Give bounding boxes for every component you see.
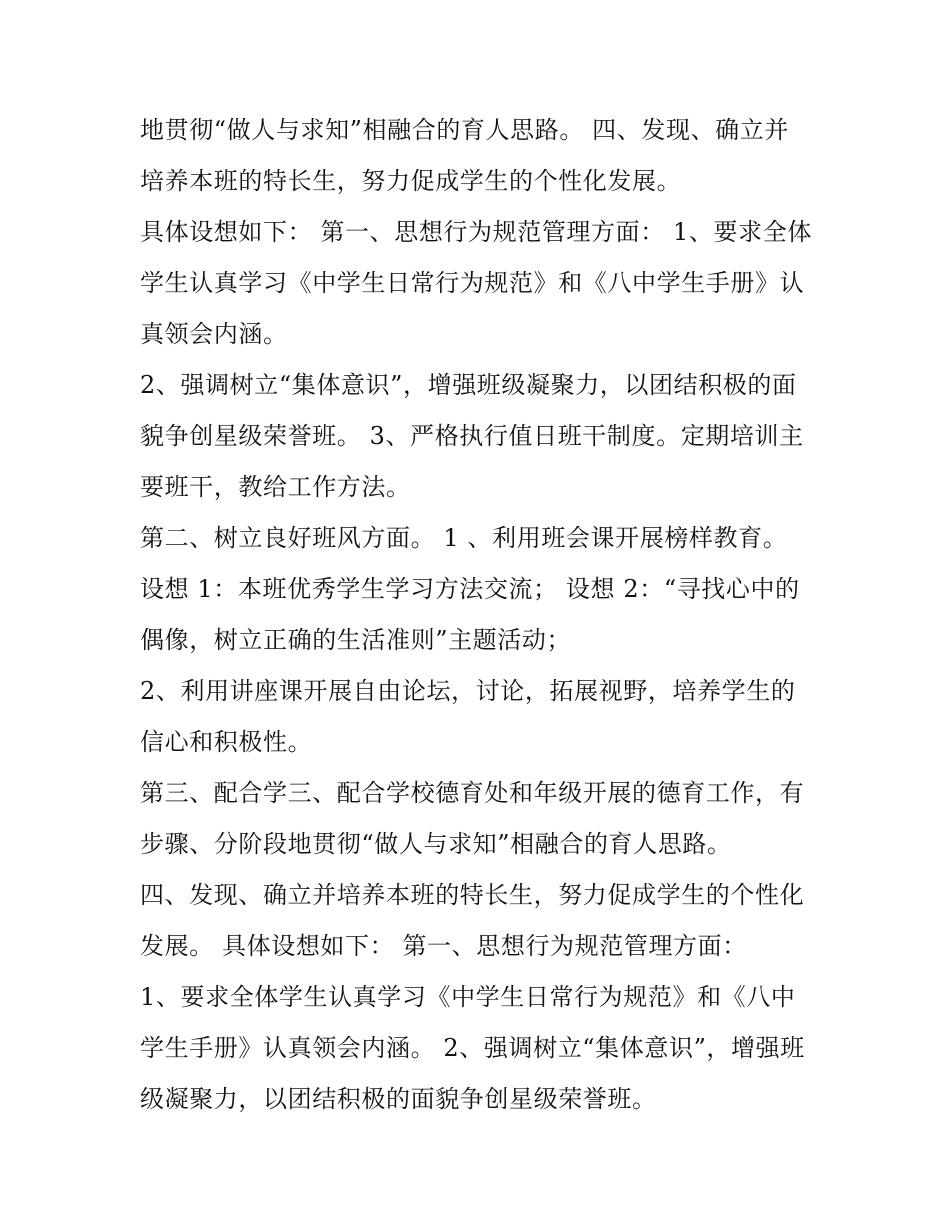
document-body	[140, 105, 820, 1125]
text-line: 第二、树立良好班风方面。 1 、利用班会课开展榜样教育。	[140, 524, 788, 552]
text-line: 1、要求全体学生认真学习《中学生日常行为规范》和《八中	[140, 983, 796, 1011]
text-line: 地贯彻“做人与求知”相融合的育人思路。 四、发现、确立并	[140, 116, 789, 144]
text-line: 信心和积极性。	[140, 728, 313, 756]
text-line: 步骤、分阶段地贯彻“做人与求知”相融合的育人思路。	[140, 830, 732, 858]
text-line: 四、发现、确立并培养本班的特长生，努力促成学生的个性化	[140, 881, 805, 909]
text-line: 学生认真学习《中学生日常行为规范》和《八中学生手册》认	[140, 269, 805, 297]
text-line: 设想 1：本班优秀学生学习方法交流； 设想 2：“寻找心中的	[140, 575, 800, 603]
text-line: 2、利用讲座课开展自由论坛，讨论，拓展视野，培养学生的	[140, 677, 796, 705]
text-line: 发展。 具体设想如下： 第一、思想行为规范管理方面：	[140, 932, 747, 960]
text-line: 2、强调树立“集体意识”，增强班级凝聚力，以团结积极的面	[140, 371, 797, 399]
text-line: 培养本班的特长生，努力促成学生的个性化发展。	[140, 167, 682, 195]
text-line: 要班干，教给工作方法。	[140, 473, 411, 501]
text-line: 真领会内涵。	[140, 320, 288, 348]
text-line: 偶像，树立正确的生活准则”主题活动；	[140, 626, 572, 654]
text-line: 第三、配合学三、配合学校德育处和年级开展的德育工作，有	[140, 779, 805, 807]
text-line: 貌争创星级荣誉班。 3、严格执行值日班干制度。定期培训主	[140, 422, 804, 450]
text-line: 学生手册》认真领会内涵。 2、强调树立“集体意识”，增强班	[140, 1034, 805, 1062]
text-line: 级凝聚力，以团结积极的面貌争创星级荣誉班。	[140, 1085, 657, 1113]
text-line: 具体设想如下： 第一、思想行为规范管理方面： 1、要求全体	[140, 218, 812, 246]
